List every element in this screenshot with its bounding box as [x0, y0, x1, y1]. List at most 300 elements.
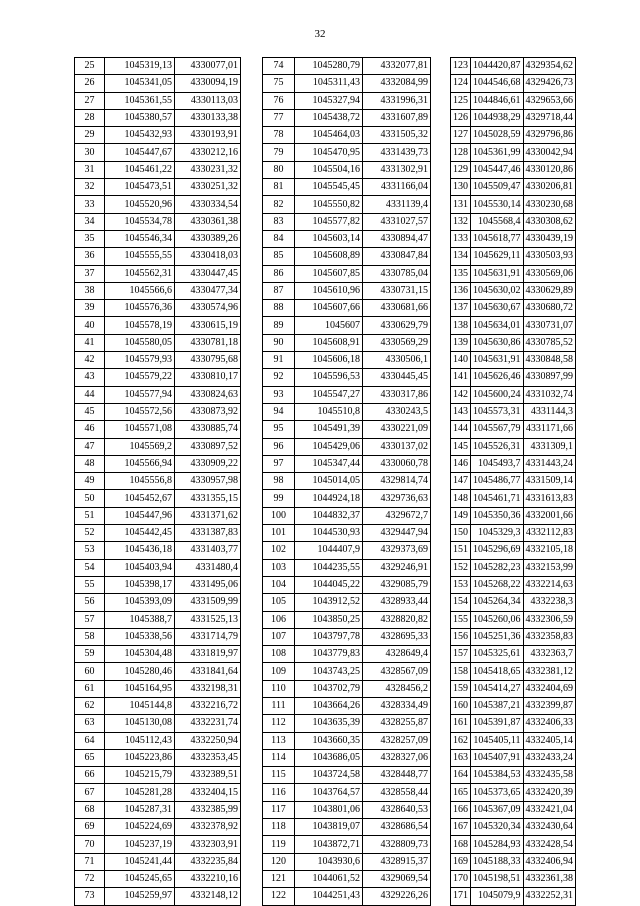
point-number: 26	[75, 75, 105, 92]
point-number: 142	[451, 386, 471, 403]
table-row	[75, 663, 241, 680]
y-coordinate: 4332363,7	[523, 646, 576, 663]
table-row	[75, 403, 241, 420]
y-coordinate: 4331819,97	[175, 646, 241, 663]
y-coordinate: 4330445,45	[363, 369, 431, 386]
x-coordinate: 1043743,25	[295, 663, 363, 680]
x-coordinate: 1044832,37	[295, 507, 363, 524]
x-coordinate: 1045237,19	[105, 836, 175, 853]
x-coordinate: 1045384,53	[471, 767, 524, 784]
point-number: 30	[75, 144, 105, 161]
y-coordinate: 4328695,33	[363, 628, 431, 645]
x-coordinate: 1044407,9	[295, 542, 363, 559]
x-coordinate: 1045566,94	[105, 455, 175, 472]
point-number: 84	[263, 230, 295, 247]
y-coordinate: 4331996,31	[363, 92, 431, 109]
point-number: 79	[263, 144, 295, 161]
x-coordinate: 1045407,91	[471, 749, 524, 766]
x-coordinate: 1044924,18	[295, 490, 363, 507]
x-coordinate: 1045606,18	[295, 352, 363, 369]
table-row	[263, 352, 431, 369]
y-coordinate: 4330137,02	[363, 438, 431, 455]
y-coordinate: 4332361,38	[523, 870, 576, 887]
x-coordinate: 1045350,36	[471, 507, 524, 524]
point-number: 132	[451, 213, 471, 230]
y-coordinate: 4331841,64	[175, 663, 241, 680]
x-coordinate: 1045546,34	[105, 230, 175, 247]
point-number: 123	[451, 58, 471, 75]
point-number: 89	[263, 317, 295, 334]
y-coordinate: 4330206,81	[523, 179, 576, 196]
y-coordinate: 4330506,1	[363, 352, 431, 369]
y-coordinate: 4328649,4	[363, 646, 431, 663]
table-row	[451, 92, 576, 109]
y-coordinate: 4328255,87	[363, 715, 431, 732]
table-row	[451, 282, 576, 299]
y-coordinate: 4330574,96	[175, 300, 241, 317]
x-coordinate: 1045280,46	[105, 663, 175, 680]
y-coordinate: 4332405,14	[523, 732, 576, 749]
y-coordinate: 4332214,63	[523, 576, 576, 593]
x-coordinate: 1045562,31	[105, 265, 175, 282]
y-coordinate: 4332216,72	[175, 697, 241, 714]
x-coordinate: 1045014,05	[295, 473, 363, 490]
table-row	[75, 715, 241, 732]
point-number: 86	[263, 265, 295, 282]
table-row	[451, 870, 576, 887]
point-number: 153	[451, 576, 471, 593]
x-coordinate: 1045577,94	[105, 386, 175, 403]
y-coordinate: 4332421,04	[523, 801, 576, 818]
point-number: 87	[263, 282, 295, 299]
y-coordinate: 4332235,84	[175, 853, 241, 870]
y-coordinate: 4330629,79	[363, 317, 431, 334]
x-coordinate: 1045447,46	[471, 161, 524, 178]
table-row	[263, 819, 431, 836]
x-coordinate: 1045461,22	[105, 161, 175, 178]
point-number: 91	[263, 352, 295, 369]
point-number: 27	[75, 92, 105, 109]
point-number: 110	[263, 680, 295, 697]
point-number: 133	[451, 230, 471, 247]
x-coordinate: 1043686,05	[295, 749, 363, 766]
y-coordinate: 4330094,19	[175, 75, 241, 92]
y-coordinate: 4330897,99	[523, 369, 576, 386]
table-row	[75, 697, 241, 714]
y-coordinate: 4330243,5	[363, 403, 431, 420]
point-number: 57	[75, 611, 105, 628]
table-row	[263, 282, 431, 299]
x-coordinate: 1045634,01	[471, 317, 524, 334]
y-coordinate: 4332381,12	[523, 663, 576, 680]
y-coordinate: 4329718,44	[523, 109, 576, 126]
table-row	[451, 161, 576, 178]
table-row	[75, 490, 241, 507]
coordinate-table-1	[74, 57, 241, 906]
table-row	[75, 473, 241, 490]
point-number: 104	[263, 576, 295, 593]
x-coordinate: 1045464,03	[295, 127, 363, 144]
table-row	[263, 767, 431, 784]
y-coordinate: 4328448,77	[363, 767, 431, 784]
table-row	[451, 888, 576, 905]
y-coordinate: 4330894,47	[363, 230, 431, 247]
point-number: 127	[451, 127, 471, 144]
page-number: 32	[314, 28, 326, 40]
y-coordinate: 4331027,57	[363, 213, 431, 230]
point-number: 80	[263, 161, 295, 178]
point-number: 161	[451, 715, 471, 732]
x-coordinate: 1045470,95	[295, 144, 363, 161]
table-row	[263, 559, 431, 576]
x-coordinate: 1045341,05	[105, 75, 175, 92]
y-coordinate: 4328257,09	[363, 732, 431, 749]
point-number: 88	[263, 300, 295, 317]
table-row	[263, 715, 431, 732]
x-coordinate: 1045387,21	[471, 697, 524, 714]
point-number: 168	[451, 836, 471, 853]
x-coordinate: 1045630,02	[471, 282, 524, 299]
table-row	[263, 594, 431, 611]
x-coordinate: 1045320,34	[471, 819, 524, 836]
y-coordinate: 4331355,15	[175, 490, 241, 507]
x-coordinate: 1045327,94	[295, 92, 363, 109]
y-coordinate: 4330629,89	[523, 282, 576, 299]
point-number: 107	[263, 628, 295, 645]
point-number: 103	[263, 559, 295, 576]
point-number: 159	[451, 680, 471, 697]
point-number: 99	[263, 490, 295, 507]
point-number: 108	[263, 646, 295, 663]
table-row	[75, 819, 241, 836]
point-number: 106	[263, 611, 295, 628]
point-number: 33	[75, 196, 105, 213]
table-row	[451, 75, 576, 92]
table-row	[263, 663, 431, 680]
x-coordinate: 1045282,23	[471, 559, 524, 576]
x-coordinate: 1045608,89	[295, 248, 363, 265]
point-number: 115	[263, 767, 295, 784]
point-number: 95	[263, 421, 295, 438]
x-coordinate: 1045284,93	[471, 836, 524, 853]
x-coordinate: 1043797,78	[295, 628, 363, 645]
table-row	[451, 317, 576, 334]
point-number: 73	[75, 888, 105, 905]
table-row	[75, 196, 241, 213]
table-row	[75, 421, 241, 438]
y-coordinate: 4328558,44	[363, 784, 431, 801]
table-row	[263, 697, 431, 714]
x-coordinate: 1045631,91	[471, 265, 524, 282]
x-coordinate: 1045577,82	[295, 213, 363, 230]
y-coordinate: 4332148,12	[175, 888, 241, 905]
point-number: 32	[75, 179, 105, 196]
x-coordinate: 1045280,79	[295, 58, 363, 75]
x-coordinate: 1045530,14	[471, 196, 524, 213]
x-coordinate: 1043664,26	[295, 697, 363, 714]
y-coordinate: 4331302,91	[363, 161, 431, 178]
point-number: 109	[263, 663, 295, 680]
point-number: 54	[75, 559, 105, 576]
y-coordinate: 4332001,66	[523, 507, 576, 524]
point-number: 75	[263, 75, 295, 92]
table-row	[75, 92, 241, 109]
x-coordinate: 1045373,65	[471, 784, 524, 801]
table-row	[263, 248, 431, 265]
point-number: 46	[75, 421, 105, 438]
table-row	[451, 386, 576, 403]
point-number: 70	[75, 836, 105, 853]
y-coordinate: 4331613,83	[523, 490, 576, 507]
point-number: 83	[263, 213, 295, 230]
table-row	[451, 559, 576, 576]
y-coordinate: 4332435,58	[523, 767, 576, 784]
table-row	[451, 473, 576, 490]
x-coordinate: 1045571,08	[105, 421, 175, 438]
y-coordinate: 4331387,83	[175, 525, 241, 542]
x-coordinate: 1045325,61	[471, 646, 524, 663]
y-coordinate: 4330781,18	[175, 334, 241, 351]
x-coordinate: 1045164,95	[105, 680, 175, 697]
point-number: 41	[75, 334, 105, 351]
y-coordinate: 4331525,13	[175, 611, 241, 628]
point-number: 151	[451, 542, 471, 559]
point-number: 45	[75, 403, 105, 420]
table-row	[451, 490, 576, 507]
table-row	[451, 767, 576, 784]
x-coordinate: 1045398,17	[105, 576, 175, 593]
table-row	[263, 732, 431, 749]
table-row	[75, 230, 241, 247]
point-number: 102	[263, 542, 295, 559]
x-coordinate: 1044045,22	[295, 576, 363, 593]
x-coordinate: 1043819,07	[295, 819, 363, 836]
x-coordinate: 1045241,44	[105, 853, 175, 870]
x-coordinate: 1045556,8	[105, 473, 175, 490]
point-number: 51	[75, 507, 105, 524]
table-row	[451, 697, 576, 714]
y-coordinate: 4331403,77	[175, 542, 241, 559]
point-number: 28	[75, 109, 105, 126]
point-number: 93	[263, 386, 295, 403]
x-coordinate: 1044846,61	[471, 92, 524, 109]
point-number: 66	[75, 767, 105, 784]
table-row	[263, 144, 431, 161]
table-row	[75, 749, 241, 766]
x-coordinate: 1045493,7	[471, 455, 524, 472]
y-coordinate: 4328809,73	[363, 836, 431, 853]
point-number: 100	[263, 507, 295, 524]
table-row	[75, 801, 241, 818]
point-number: 140	[451, 352, 471, 369]
table-row	[263, 888, 431, 905]
table-row	[75, 628, 241, 645]
x-coordinate: 1045580,05	[105, 334, 175, 351]
table-row	[263, 784, 431, 801]
y-coordinate: 4329796,86	[523, 127, 576, 144]
table-row	[451, 352, 576, 369]
table-row	[263, 490, 431, 507]
x-coordinate: 1045452,67	[105, 490, 175, 507]
table-row	[75, 248, 241, 265]
table-row	[451, 749, 576, 766]
point-number: 72	[75, 870, 105, 887]
x-coordinate: 1045418,65	[471, 663, 524, 680]
table-row	[451, 576, 576, 593]
point-number: 155	[451, 611, 471, 628]
x-coordinate: 1045224,69	[105, 819, 175, 836]
y-coordinate: 4329672,7	[363, 507, 431, 524]
table-row	[451, 853, 576, 870]
x-coordinate: 1043801,06	[295, 801, 363, 818]
table-row	[263, 109, 431, 126]
point-number: 101	[263, 525, 295, 542]
point-number: 169	[451, 853, 471, 870]
table-row	[263, 542, 431, 559]
y-coordinate: 4330785,04	[363, 265, 431, 282]
point-number: 50	[75, 490, 105, 507]
point-number: 154	[451, 594, 471, 611]
point-number: 67	[75, 784, 105, 801]
table-row	[263, 369, 431, 386]
x-coordinate: 1045311,43	[295, 75, 363, 92]
table-row	[263, 525, 431, 542]
point-number: 48	[75, 455, 105, 472]
x-coordinate: 1043779,83	[295, 646, 363, 663]
x-coordinate: 1045569,2	[105, 438, 175, 455]
point-number: 130	[451, 179, 471, 196]
x-coordinate: 1045550,82	[295, 196, 363, 213]
table-row	[263, 507, 431, 524]
table-row	[263, 853, 431, 870]
point-number: 42	[75, 352, 105, 369]
point-number: 162	[451, 732, 471, 749]
point-number: 43	[75, 369, 105, 386]
x-coordinate: 1045610,96	[295, 282, 363, 299]
table-row	[75, 75, 241, 92]
table-row	[451, 680, 576, 697]
y-coordinate: 4328334,49	[363, 697, 431, 714]
table-row	[75, 282, 241, 299]
point-number: 165	[451, 784, 471, 801]
x-coordinate: 1045442,45	[105, 525, 175, 542]
y-coordinate: 4330569,06	[523, 265, 576, 282]
point-number: 55	[75, 576, 105, 593]
x-coordinate: 1045329,3	[471, 525, 524, 542]
x-coordinate: 1045600,24	[471, 386, 524, 403]
point-number: 36	[75, 248, 105, 265]
x-coordinate: 1044235,55	[295, 559, 363, 576]
y-coordinate: 4332389,51	[175, 767, 241, 784]
point-number: 34	[75, 213, 105, 230]
point-number: 47	[75, 438, 105, 455]
point-number: 25	[75, 58, 105, 75]
x-coordinate: 1045414,27	[471, 680, 524, 697]
point-number: 149	[451, 507, 471, 524]
point-number: 59	[75, 646, 105, 663]
table-row	[451, 611, 576, 628]
y-coordinate: 4329447,94	[363, 525, 431, 542]
table-row	[75, 507, 241, 524]
point-number: 76	[263, 92, 295, 109]
y-coordinate: 4332210,16	[175, 870, 241, 887]
y-coordinate: 4331032,74	[523, 386, 576, 403]
table-row	[451, 300, 576, 317]
y-coordinate: 4332112,83	[523, 525, 576, 542]
x-coordinate: 1045388,7	[105, 611, 175, 628]
table-row	[75, 576, 241, 593]
table-row	[451, 230, 576, 247]
y-coordinate: 4331607,89	[363, 109, 431, 126]
table-row	[451, 334, 576, 351]
table-row	[75, 559, 241, 576]
table-row	[75, 611, 241, 628]
x-coordinate: 1043872,71	[295, 836, 363, 853]
x-coordinate: 1045630,67	[471, 300, 524, 317]
point-number: 112	[263, 715, 295, 732]
table-row	[75, 127, 241, 144]
point-number: 134	[451, 248, 471, 265]
table-row	[451, 438, 576, 455]
x-coordinate: 1045579,22	[105, 369, 175, 386]
x-coordinate: 1045223,86	[105, 749, 175, 766]
y-coordinate: 4330120,86	[523, 161, 576, 178]
y-coordinate: 4332433,24	[523, 749, 576, 766]
y-coordinate: 4331495,06	[175, 576, 241, 593]
x-coordinate: 1045509,47	[471, 179, 524, 196]
point-number: 118	[263, 819, 295, 836]
y-coordinate: 4332378,92	[175, 819, 241, 836]
y-coordinate: 4330615,19	[175, 317, 241, 334]
y-coordinate: 4330680,72	[523, 300, 576, 317]
y-coordinate: 4328567,09	[363, 663, 431, 680]
y-coordinate: 4332406,94	[523, 853, 576, 870]
table-row	[263, 576, 431, 593]
x-coordinate: 1045112,43	[105, 732, 175, 749]
y-coordinate: 4332084,99	[363, 75, 431, 92]
y-coordinate: 4332153,99	[523, 559, 576, 576]
x-coordinate: 1045547,27	[295, 386, 363, 403]
point-number: 39	[75, 300, 105, 317]
table-row	[263, 92, 431, 109]
table-row	[451, 663, 576, 680]
y-coordinate: 4332358,83	[523, 628, 576, 645]
y-coordinate: 4330810,17	[175, 369, 241, 386]
point-number: 167	[451, 819, 471, 836]
table-row	[451, 836, 576, 853]
y-coordinate: 4328686,54	[363, 819, 431, 836]
x-coordinate: 1044061,52	[295, 870, 363, 887]
y-coordinate: 4330824,63	[175, 386, 241, 403]
y-coordinate: 4330909,22	[175, 455, 241, 472]
x-coordinate: 1045603,14	[295, 230, 363, 247]
table-row	[75, 58, 241, 75]
y-coordinate: 4330193,91	[175, 127, 241, 144]
x-coordinate: 1045526,31	[471, 438, 524, 455]
table-row	[75, 386, 241, 403]
y-coordinate: 4330731,07	[523, 317, 576, 334]
x-coordinate: 1045144,8	[105, 697, 175, 714]
point-number: 160	[451, 697, 471, 714]
y-coordinate: 4330230,68	[523, 196, 576, 213]
coordinate-table-3	[450, 57, 576, 906]
y-coordinate: 4332404,15	[175, 784, 241, 801]
table-row	[263, 438, 431, 455]
x-coordinate: 1045608,91	[295, 334, 363, 351]
point-number: 111	[263, 697, 295, 714]
table-row	[263, 473, 431, 490]
point-number: 126	[451, 109, 471, 126]
